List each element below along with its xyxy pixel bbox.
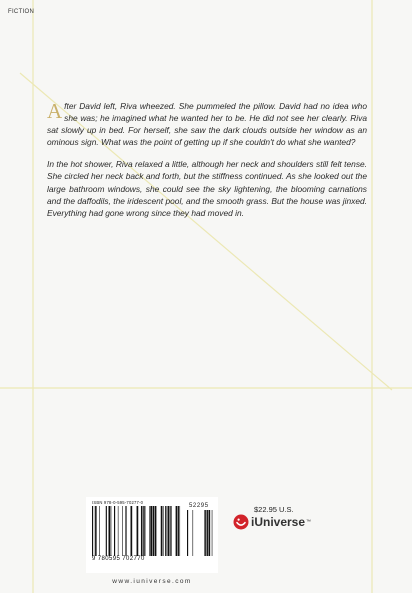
drop-cap: A: [47, 99, 63, 123]
publisher-website: www.iuniverse.com: [112, 578, 192, 585]
publisher-name: iUniverse: [251, 515, 306, 529]
red-circle-smile-icon: [233, 514, 249, 530]
trademark-symbol: ™: [306, 519, 312, 525]
isbn-barcode: [86, 497, 218, 573]
blurb-paragraph-1: [47, 100, 367, 148]
blurb-paragraph-1-text: fter David left, Riva wheezed. She pummeled the pillow. David had no idea who she was; he imagined what he wanted her to be. He did not see her clearly. Riva sat slowly up in bed. For herself, she saw the dark clouds outside her window as an ominous sign. What was the point of getting up if she couldn't do what she wanted?: [47, 101, 367, 148]
blurb-paragraph-2: In the hot shower, Riva relaxed a little, although her neck and shoulders still felt tense. She circled her neck back and forth, but the stiffness continued. As she looked out the large bathroom windows, she could see the sky lightening, the blooming carnations and the daffodils, the iridescent pool, and the smooth grass. But the house was jinxed. Everything had gone wrong since they had moved in.: [47, 159, 367, 218]
publisher-logo: [233, 514, 311, 530]
isbn-digits: 9 780595 702770: [92, 556, 145, 562]
isbn-label: ISBN 978-0-595-70277-0: [92, 500, 144, 505]
genre-label: FICTION: [8, 9, 35, 15]
book-price: $22.95 U.S.: [254, 505, 294, 514]
price-code: 52295: [189, 503, 209, 509]
blurb-text: [47, 100, 367, 229]
